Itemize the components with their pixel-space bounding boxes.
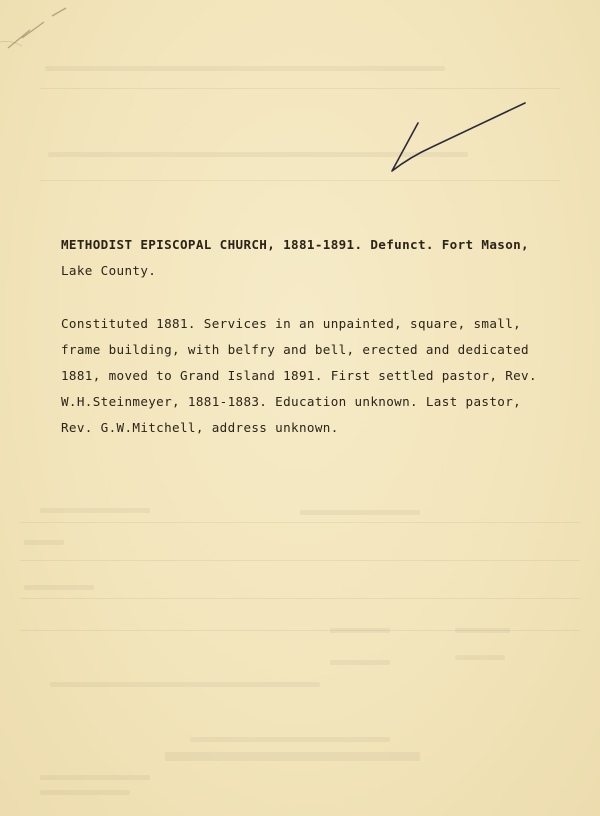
ghost-text — [455, 655, 505, 660]
ghost-text — [330, 628, 390, 633]
body-line-4: W.H.Steinmeyer, 1881-1883. Education unknown. Last pastor, — [61, 394, 522, 409]
ghost-text — [24, 540, 64, 545]
ghost-text — [190, 737, 390, 742]
ghost-line — [20, 560, 580, 561]
corner-scribble-icon — [0, 0, 90, 60]
body-line-2: frame building, with belfry and bell, erected and dedicated — [61, 342, 529, 357]
ghost-text — [24, 585, 94, 590]
ghost-text — [300, 510, 420, 515]
ghost-text — [50, 682, 320, 687]
ghost-text — [40, 790, 130, 795]
body-line-3: 1881, moved to Grand Island 1891. First settled pastor, Rev. — [61, 368, 537, 383]
body-line-1: Constituted 1881. Services in an unpainted, square, small, — [61, 316, 522, 331]
ghost-text — [45, 66, 445, 71]
ghost-line — [20, 598, 580, 599]
ghost-line — [20, 522, 580, 523]
ghost-text — [40, 775, 150, 780]
ghost-text — [40, 508, 150, 513]
ghost-text — [330, 660, 390, 665]
body-line-5: Rev. G.W.Mitchell, address unknown. — [61, 420, 339, 435]
heading-line-2: Lake County. — [61, 263, 157, 278]
heading-line-1: METHODIST EPISCOPAL CHURCH, 1881-1891. Defunct. Fort Mason, — [61, 237, 529, 252]
checkmark-pen-stroke-icon — [380, 95, 540, 185]
ghost-line — [40, 88, 560, 89]
ghost-text — [455, 628, 510, 633]
ghost-text — [165, 752, 420, 761]
